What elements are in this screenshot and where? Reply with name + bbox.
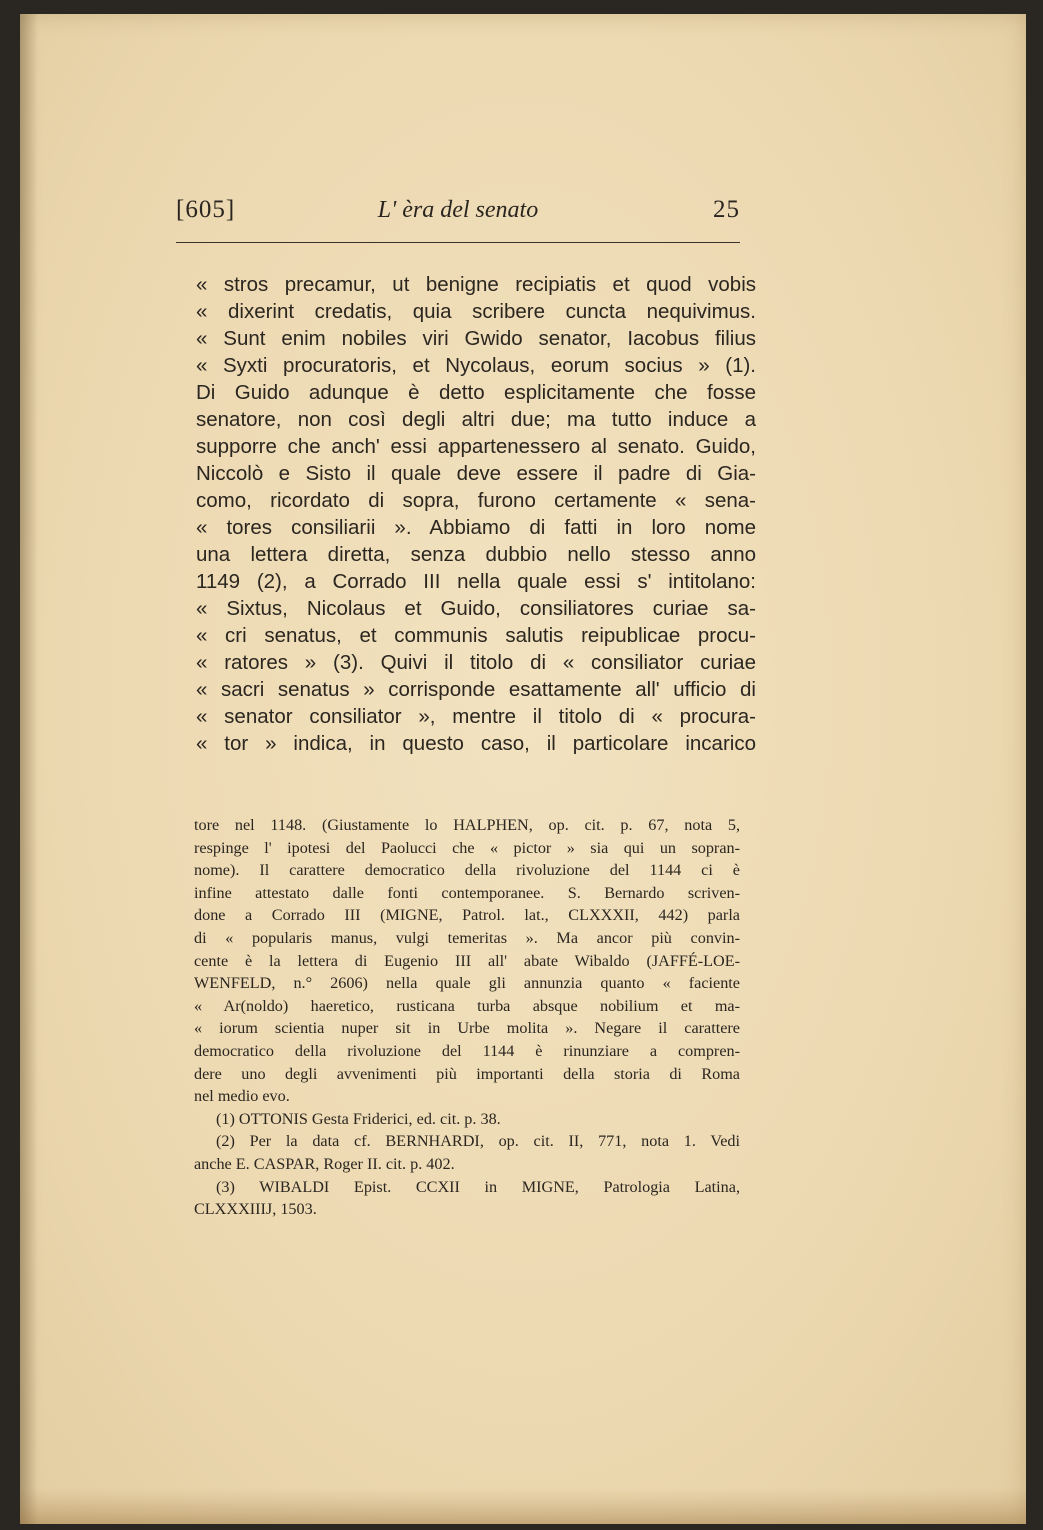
text-line: « sacri senatus » corrisponde esattamente all' ufficio di bbox=[196, 678, 756, 701]
text-line: « dixerint credatis, quia scribere cuncta nequivimus. bbox=[196, 300, 756, 323]
text-line: « ratores » (3). Quivi il titolo di « consiliator curiae bbox=[196, 651, 756, 674]
text-line: una lettera diretta, senza dubbio nello stesso anno bbox=[196, 543, 756, 566]
page-bottom-edge bbox=[20, 1488, 1026, 1524]
page-spine-shadow bbox=[20, 14, 38, 1524]
note-line: di « popularis manus, vulgi temeritas ». Ma ancor più convin- bbox=[194, 928, 740, 947]
text-line: senatore, non così degli altri due; ma tutto induce a bbox=[196, 408, 756, 431]
text-line: « tor » indica, in questo caso, il particolare incarico bbox=[196, 732, 756, 755]
note-line: dere uno degli avvenimenti più importanti della storia di Roma bbox=[194, 1064, 740, 1083]
running-title: L' èra del senato bbox=[377, 197, 539, 223]
note-line: infine attestato dalle fonti contemporanee. S. Bernardo scriven- bbox=[194, 883, 740, 902]
text-line: « stros precamur, ut benigne recipiatis et quod vobis bbox=[196, 273, 756, 296]
notes-section bbox=[194, 814, 740, 1221]
header-rule bbox=[176, 242, 740, 243]
footnote-2: (2) Per la data cf. BERNHARDI, op. cit. II, 771, nota 1. Vedi bbox=[216, 1132, 740, 1151]
running-header bbox=[176, 196, 740, 232]
text-line: « cri senatus, et communis salutis reipublicae procu- bbox=[196, 624, 756, 647]
book-page bbox=[20, 14, 1026, 1524]
note-line: nel medio evo. bbox=[194, 1087, 290, 1106]
note-line: tore nel 1148. (Giustamente lo HALPHEN, op. cit. p. 67, nota 5, bbox=[194, 816, 740, 834]
note-line: democratico della rivoluzione del 1144 è rinunziare a compren- bbox=[194, 1041, 740, 1060]
bracketed-page-number: [605] bbox=[176, 196, 236, 223]
note-line: WENFELD, n.° 2606) nella quale gli annunzia quanto « faciente bbox=[194, 974, 740, 993]
note-line: nome). Il carattere democratico della rivoluzione del 1144 ci è bbox=[194, 861, 740, 880]
text-line: « Sunt enim nobiles viri Gwido senator, Iacobus filius bbox=[196, 327, 756, 350]
text-line: Niccolò e Sisto il quale deve essere il padre di Gia- bbox=[196, 462, 756, 485]
page-number: 25 bbox=[713, 196, 740, 223]
note-line: « Ar(noldo) haeretico, rusticana turba absque nobilium et ma- bbox=[194, 996, 740, 1015]
footnote-1: (1) OTTONIS Gesta Friderici, ed. cit. p. 38. bbox=[216, 1109, 501, 1128]
text-line: « Sixtus, Nicolaus et Guido, consiliatores curiae sa- bbox=[196, 597, 756, 620]
note-line: « iorum scientia nuper sit in Urbe molita ». Negare il carattere bbox=[194, 1019, 740, 1038]
text-line: Di Guido adunque è detto esplicitamente che fosse bbox=[196, 381, 756, 404]
footnote-2-continuation: anche E. CASPAR, Roger II. cit. p. 402. bbox=[194, 1154, 455, 1173]
text-line: « Syxti procuratoris, et Nycolaus, eorum socius » (1). bbox=[196, 354, 756, 377]
footnote-3: (3) WIBALDI Epist. CCXII in MIGNE, Patrologia Latina, bbox=[216, 1177, 740, 1196]
footnote-3-continuation: CLXXXIIIJ, 1503. bbox=[194, 1200, 317, 1219]
text-line: « tores consiliarii ». Abbiamo di fatti in loro nome bbox=[196, 516, 756, 539]
main-text bbox=[196, 271, 756, 757]
note-line: done a Corrado III (MIGNE, Patrol. lat., CLXXXII, 442) parla bbox=[194, 906, 740, 925]
text-line: supporre che anch' essi appartenessero al senato. Guido, bbox=[196, 435, 756, 458]
text-line: « senator consiliator », mentre il titolo di « procura- bbox=[196, 705, 756, 728]
text-line: 1149 (2), a Corrado III nella quale essi s' intitolano: bbox=[196, 570, 756, 593]
note-line: cente è la lettera di Eugenio III all' abate Wibaldo (JAFFÉ-LOE- bbox=[194, 951, 740, 970]
note-line: respinge l' ipotesi del Paolucci che « pictor » sia qui un sopran- bbox=[194, 838, 740, 857]
text-line: como, ricordato di sopra, furono certamente « sena- bbox=[196, 489, 756, 512]
